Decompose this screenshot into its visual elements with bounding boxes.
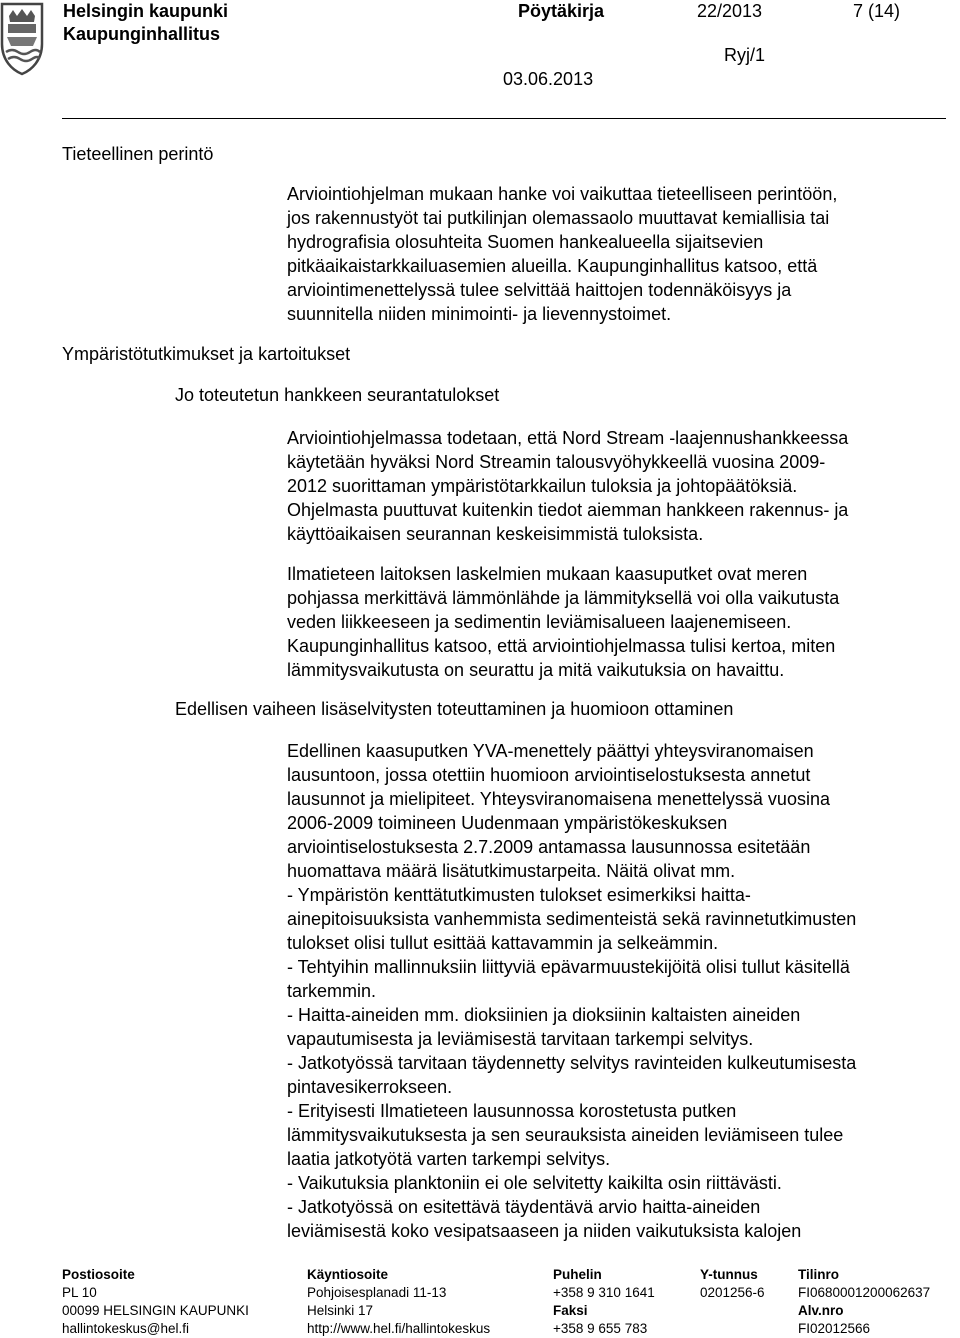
text-line: veden liikkeeseen ja sedimentin leviämisalueen laajenemiseen.	[287, 612, 792, 632]
header-doc-type: Pöytäkirja	[518, 1, 605, 21]
text-line: huomattava määrä lisätutkimustarpeita. Näitä olivat mm.	[287, 861, 736, 881]
text-line: tarkemmin.	[287, 981, 377, 1001]
paragraph-previous-phase	[287, 739, 856, 1243]
footer-business-id-value: 0201256-6	[700, 1285, 765, 1300]
text-line: - Ympäristön kenttätutkimusten tulokset esimerkiksi haitta-	[287, 885, 751, 905]
text-line: Arviointiohjelmassa todetaan, että Nord Stream -laajennushankkeessa	[287, 428, 849, 448]
footer-visit-line: Helsinki 17	[307, 1303, 374, 1318]
footer-business-id-label: Y-tunnus	[700, 1267, 758, 1282]
text-line: hydrografisia olosuhteita Suomen hankealueella sijaitsevien	[287, 232, 764, 252]
text-line: suunnitella niiden minimointi- ja lievennystoimet.	[287, 304, 672, 324]
footer-business-id	[700, 1266, 765, 1302]
footer-visit-label: Käyntiosoite	[307, 1267, 389, 1282]
text-line: Arviointiohjelman mukaan hanke voi vaikuttaa tieteelliseen perintöön,	[287, 184, 838, 204]
text-line: lausuntoon, jossa otettiin huomioon arviointiselostuksesta annetut	[287, 765, 811, 785]
text-line: - Jatkotyössä tarvitaan täydennetty selvitys ravinteiden kulkeutumisesta	[287, 1053, 857, 1073]
header-number: 22/2013	[697, 1, 763, 21]
footer-postal	[62, 1266, 249, 1338]
text-line: Kaupunginhallitus katsoo, että arviointiohjelmassa tulisi kertoa, miten	[287, 636, 836, 656]
text-line: jos rakennustyöt tai putkilinjan olemassaolo muuttavat kemiallisia tai	[287, 208, 830, 228]
footer-postal-line: PL 10	[62, 1285, 97, 1300]
text-line: käytetään hyväksi Nord Streamin talousvyöhykkeellä vuosina 2009-	[287, 452, 826, 472]
header-body: Kaupunginhallitus	[63, 24, 220, 44]
footer-phone	[553, 1266, 655, 1338]
footer-vat-label: Alv.nro	[798, 1303, 844, 1318]
text-line: arviointiselostuksesta 2.7.2009 antamassa lausunnossa esitetään	[287, 837, 811, 857]
footer-fax-label: Faksi	[553, 1303, 588, 1318]
text-line: pintavesikerrokseen.	[287, 1077, 453, 1097]
paragraph-monitoring-1	[287, 426, 848, 546]
text-line: lämmitysvaikutusta on seurattu ja mitä vaikutuksia on havaittu.	[287, 660, 785, 680]
text-line: tulokset olisi tullut esittää kattavammin ja selkeämmin.	[287, 933, 719, 953]
header-rule	[62, 118, 946, 119]
heading-scientific-heritage: Tieteellinen perintö	[62, 144, 214, 164]
text-line: käyttöaikaisen seurannan keskeisimmistä tuloksista.	[287, 524, 704, 544]
footer-account	[798, 1266, 930, 1338]
text-line: - Tehtyihin mallinnuksiin liittyviä epävarmuustekijöitä olisi tullut käsitellä	[287, 957, 850, 977]
header-section: Ryj/1	[724, 45, 766, 65]
footer-vat-value: FI02012566	[798, 1321, 871, 1336]
text-line: leviämisestä koko vesipatsaaseen ja niiden vaikutuksista kalojen	[287, 1221, 802, 1241]
text-line: pitkäaikaistarkkailuasemien alueilla. Kaupunginhallitus katsoo, että	[287, 256, 818, 276]
paragraph-monitoring-2	[287, 562, 839, 682]
text-line: laatia jatkotyötä varten tarkempi selvitys.	[287, 1149, 611, 1169]
text-line: ainepitoisuuksista vanhemmista sedimenteistä sekä ravinnetutkimusten	[287, 909, 857, 929]
text-line: lämmitysvaikutuksesta ja sen seurauksista aineiden leviämiseen tulee	[287, 1125, 844, 1145]
footer-visit	[307, 1266, 490, 1338]
text-line: pohjassa merkittävä lämmönlähde ja lämmityksellä voi olla vaikutusta	[287, 588, 840, 608]
footer-fax-number: +358 9 655 783	[553, 1321, 648, 1336]
footer-phone-number: +358 9 310 1641	[553, 1285, 655, 1300]
text-line: Ilmatieteen laitoksen laskelmien mukaan kaasuputket ovat meren	[287, 564, 808, 584]
text-line: 2012 suorittaman ympäristötarkkailun tuloksia ja johtopäätöksiä.	[287, 476, 798, 496]
footer-phone-label: Puhelin	[553, 1267, 602, 1282]
text-line: - Vaikutuksia planktoniin ei ole selvitetty kaikilta osin riittävästi.	[287, 1173, 782, 1193]
paragraph-scientific-heritage	[287, 182, 837, 326]
crest-logo	[0, 2, 44, 76]
text-line: Ohjelmasta puuttuvat kuitenkin tiedot aiemman hankkeen rakennus- ja	[287, 500, 849, 520]
heading-environmental-surveys: Ympäristötutkimukset ja kartoitukset	[62, 344, 351, 364]
header-page: 7 (14)	[853, 1, 901, 21]
footer-postal-line: 00099 HELSINGIN KAUPUNKI	[62, 1303, 249, 1318]
header-date: 03.06.2013	[503, 69, 594, 89]
heading-previous-phase: Edellisen vaiheen lisäselvitysten toteuttaminen ja huomioon ottaminen	[175, 699, 734, 719]
footer-account-label: Tilinro	[798, 1267, 840, 1282]
text-line: arviointimenettelyssä tulee selvittää haittojen todennäköisyys ja	[287, 280, 792, 300]
footer-account-value: FI0680001200062637	[798, 1285, 931, 1300]
footer-visit-line: Pohjoisesplanadi 11-13	[307, 1285, 447, 1300]
text-line: - Erityisesti Ilmatieteen lausunnossa korostetusta putken	[287, 1101, 737, 1121]
footer-email: hallintokeskus@hel.fi	[62, 1321, 190, 1336]
heading-monitoring-results: Jo toteutetun hankkeen seurantatulokset	[175, 385, 500, 405]
text-line: Edellinen kaasuputken YVA-menettely päättyi yhteysviranomaisen	[287, 741, 814, 761]
footer-postal-label: Postiosoite	[62, 1267, 135, 1282]
text-line: - Jatkotyössä on esitettävä täydentävä arvio haitta-aineiden	[287, 1197, 761, 1217]
text-line: vapautumisesta ja leviämisestä tarvitaan tarkempi selvitys.	[287, 1029, 754, 1049]
footer-website: http://www.hel.fi/hallintokeskus	[307, 1321, 491, 1336]
text-line: 2006-2009 toimineen Uudenmaan ympäristökeskuksen	[287, 813, 728, 833]
text-line: lausunnot ja mielipiteet. Yhteysviranomaisena menettelyssä vuosina	[287, 789, 830, 809]
header-org: Helsingin kaupunki	[63, 1, 229, 21]
text-line: - Haitta-aineiden mm. dioksiinien ja dioksiinin kaltaisten aineiden	[287, 1005, 801, 1025]
